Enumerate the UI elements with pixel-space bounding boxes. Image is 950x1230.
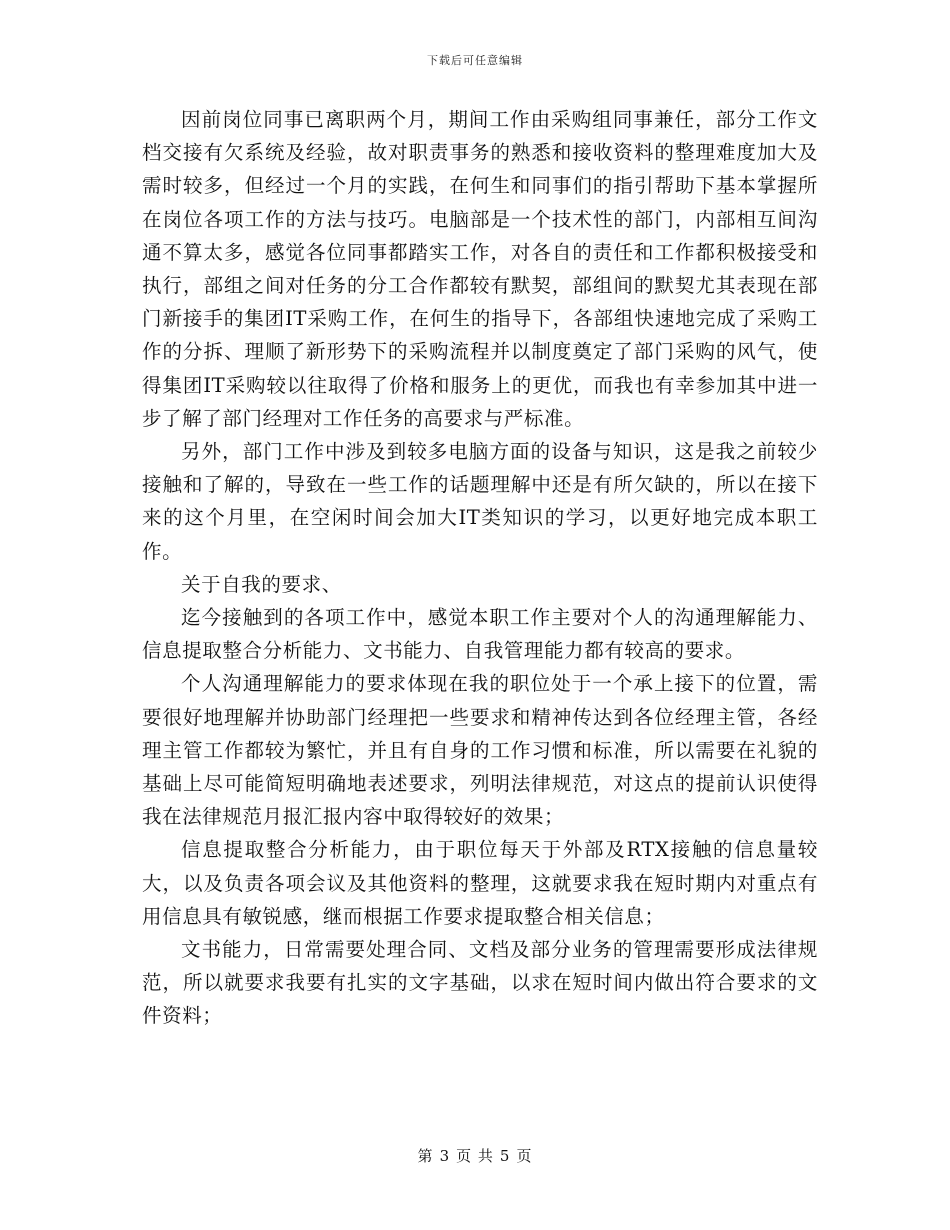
current-page-number: 3 [439,1147,451,1165]
footer-prefix: 第 [417,1147,434,1165]
footer-middle: 页 共 [456,1147,494,1165]
page-number-footer [0,1145,950,1166]
paragraph: 文书能力，日常需要处理合同、文档及部分业务的管理需要形成法律规范，所以就要求我要有扎实的文字基础，以求在短时间内做出符合要求的文件资料； [142,938,818,1028]
paragraph: 个人沟通理解能力的要求体现在我的职位处于一个承上接下的位置，需要很好地理解并协助部门经理把一些要求和精神传达到各位经理主管，各经理主管工作都较为繁忙，并且有自身的工作习惯和标准，所以需要在礼貌的基础上尽可能简短明确地表述要求，列明法律规范，对这点的提前认识使得我在法律规范月报汇报内容中取得较好的效果； [142,672,818,829]
total-page-count: 5 [499,1147,511,1165]
document-body [142,103,818,1033]
footer-suffix: 页 [516,1147,533,1165]
paragraph: 信息提取整合分析能力，由于职位每天于外部及RTX接触的信息量较大，以及负责各项会议及其他资料的整理，这就要求我在短时期内对重点有用信息具有敏锐感，继而根据工作要求提取整合相关信息； [142,838,818,928]
page-header-note: 下载后可任意编辑 [427,54,523,67]
paragraph: 另外，部门工作中涉及到较多电脑方面的设备与知识，这是我之前较少接触和了解的，导致在一些工作的话题理解中还是有所欠缺的，所以在接下来的这个月里，在空闲时间会加大IT类知识的学习，以更好地完成本职工作。 [142,440,818,563]
section-heading: 关于自我的要求、 [181,572,342,596]
paragraph: 迄今接触到的各项工作中，感觉本职工作主要对个人的沟通理解能力、信息提取整合分析能力、文书能力、自我管理能力都有较高的要求。 [142,606,818,663]
paragraph: 因前岗位同事已离职两个月，期间工作由采购组同事兼任，部分工作文档交接有欠系统及经验，故对职责事务的熟悉和接收资料的整理难度加大及需时较多，但经过一个月的实践，在何生和同事们的指引帮助下基本掌握所在岗位各项工作的方法与技巧。电脑部是一个技术性的部门，内部相互间沟通不算太多，感觉各位同事都踏实工作，对各自的责任和工作都积极接受和执行，部组之间对任务的分工合作都较有默契，部组间的默契尤其表现在部门新接手的集团IT采购工作，在何生的指导下，各部组快速地完成了采购工作的分拆、理顺了新形势下的采购流程并以制度奠定了部门采购的风气，使得集团IT采购较以往取得了价格和服务上的更优，而我也有幸参加其中进一步了解了部门经理对工作任务的高要求与严标准。 [142,108,818,430]
